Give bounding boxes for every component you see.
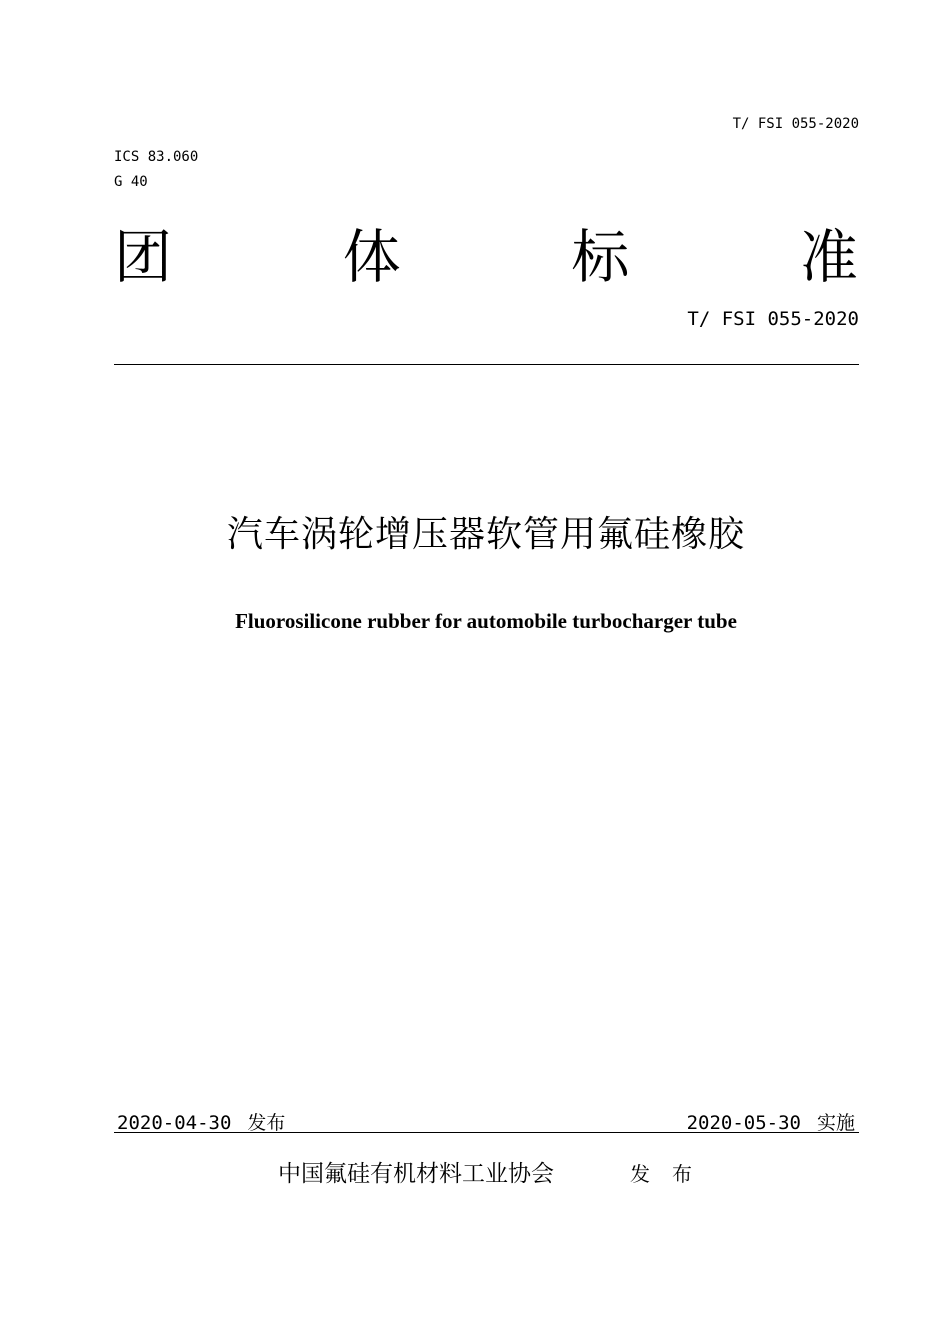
standard-type-char-3: 标 <box>571 223 630 291</box>
issue-date: 2020-04-30 <box>117 1112 232 1134</box>
standard-type-char-4: 准 <box>799 223 858 291</box>
ccs-code: G 40 <box>114 174 148 190</box>
ics-code: ICS 83.060 <box>114 149 199 165</box>
standard-number: T/ FSI 055-2020 <box>687 308 859 330</box>
implementation-date: 2020-05-30 <box>686 1112 801 1134</box>
bottom-divider <box>114 1132 859 1133</box>
implementation-date-line <box>687 1108 855 1135</box>
standard-type-heading <box>114 222 858 292</box>
issuing-organization: 中国氟硅有机材料工业协会 <box>278 1161 554 1187</box>
header-standard-code: T/ FSI 055-2020 <box>732 116 859 132</box>
standard-type-char-2: 体 <box>342 223 401 291</box>
issue-date-line <box>117 1108 285 1135</box>
issue-label: 发布 <box>247 1112 286 1134</box>
title-english: Fluorosilicone rubber for automobile turbocharger tube <box>235 609 737 633</box>
standard-type-char-1: 团 <box>114 223 173 291</box>
title-chinese: 汽车涡轮增压器软管用氟硅橡胶 <box>226 514 745 555</box>
implementation-label: 实施 <box>816 1112 855 1134</box>
issuer-action: 发布 <box>630 1162 714 1186</box>
top-divider <box>114 364 859 365</box>
